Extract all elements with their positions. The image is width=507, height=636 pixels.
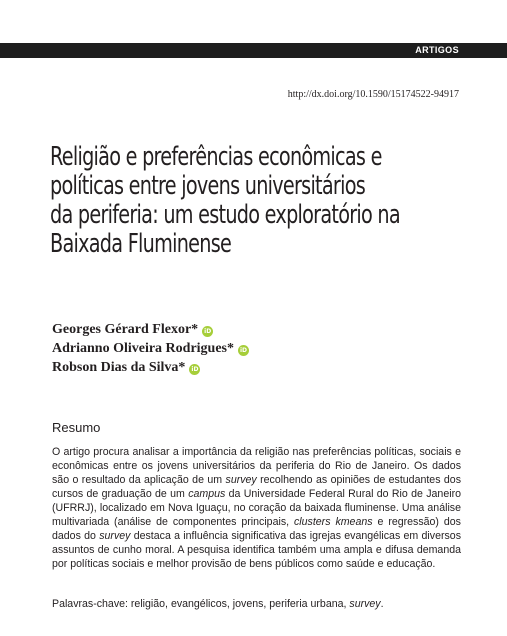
title-line: da periferia: um estudo exploratório na <box>50 200 400 230</box>
title-line: Religião e preferências econômicas e <box>50 142 382 172</box>
orcid-icon[interactable]: iD <box>191 366 199 373</box>
doi-link[interactable]: http://dx.doi.org/10.1590/15174522-94917 <box>287 89 459 100</box>
author-name: Adrianno Oliveira Rodrigues* <box>52 341 235 356</box>
section-label: ARTIGOS <box>415 45 459 55</box>
abstract-body: O artigo procura analisar a importância da religião nas preferências políticas, sociais e econômicas entre os jovens universitários da periferia do Rio de Janeiro. Os dados são o resultado da aplicação de um survey recolhendo as opiniões de estudantes dos cursos de graduação de um campus da Universidade Federal Rural do Rio de Janeiro (UFRRJ), localizado em Nova Iguaçu, no coração da baixada fluminense. Uma análise multivariada (análise de componentes principais, clusters kmeans e regressão) dos dados do survey destaca a influência significativa das igrejas evangélicas em diversos assuntos de cunho moral. A pesquisa identifica também uma ampla e difusa demanda por políticas sociais e melhor provisão de bens públicos como saúde e educação. <box>52 446 461 570</box>
author-item <box>52 339 249 358</box>
section-bar <box>0 43 507 58</box>
orcid-icon[interactable]: iD <box>204 328 212 335</box>
author-name: Georges Gérard Flexor* <box>52 322 199 337</box>
abstract-heading: Resumo <box>52 420 101 435</box>
author-item <box>52 320 249 339</box>
orcid-icon[interactable]: iD <box>239 347 248 354</box>
title-line: políticas entre jovens universitários <box>50 171 366 201</box>
keywords: Palavras-chave: religião, evangélicos, jovens, periferia urbana, survey. <box>52 598 384 610</box>
author-item <box>52 358 249 377</box>
author-list <box>52 320 249 377</box>
title-line: Baixada Fluminense <box>50 229 232 259</box>
article-title <box>50 143 450 259</box>
author-name: Robson Dias da Silva* <box>52 360 186 375</box>
